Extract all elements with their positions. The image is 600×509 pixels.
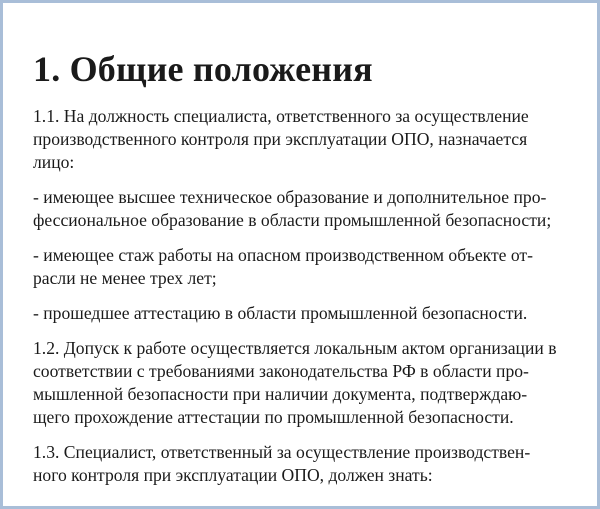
- requirement-education: - имеющее высшее техническое образование и дополнительное про- фессиональное образование в области промышленной безопасности;: [33, 187, 552, 230]
- paragraph-1-1: 1.1. На должность специалиста, ответственного за осуществление производственного контроля при эксплуатации ОПО, назначается лицо:: [33, 106, 529, 172]
- paragraph-1-2: 1.2. Допуск к работе осуществляется локальным актом организации в соответствии с требованиями законодательства РФ в области про- мышленной безопасности при наличии документа, подтверждаю- щего прохождение аттестации по промышленной безопасности.: [33, 338, 557, 427]
- requirement-attestation: - прошедшее аттестацию в области промышленной безопасности.: [33, 303, 528, 323]
- section-heading: 1. Общие положения: [33, 49, 373, 89]
- paragraph-1-3: 1.3. Специалист, ответственный за осуществление производствен- ного контроля при эксплуатации ОПО, должен знать:: [33, 442, 531, 485]
- requirement-experience: - имеющее стаж работы на опасном производственном объекте от- расли не менее трех лет;: [33, 245, 533, 288]
- document-body: [33, 43, 585, 499]
